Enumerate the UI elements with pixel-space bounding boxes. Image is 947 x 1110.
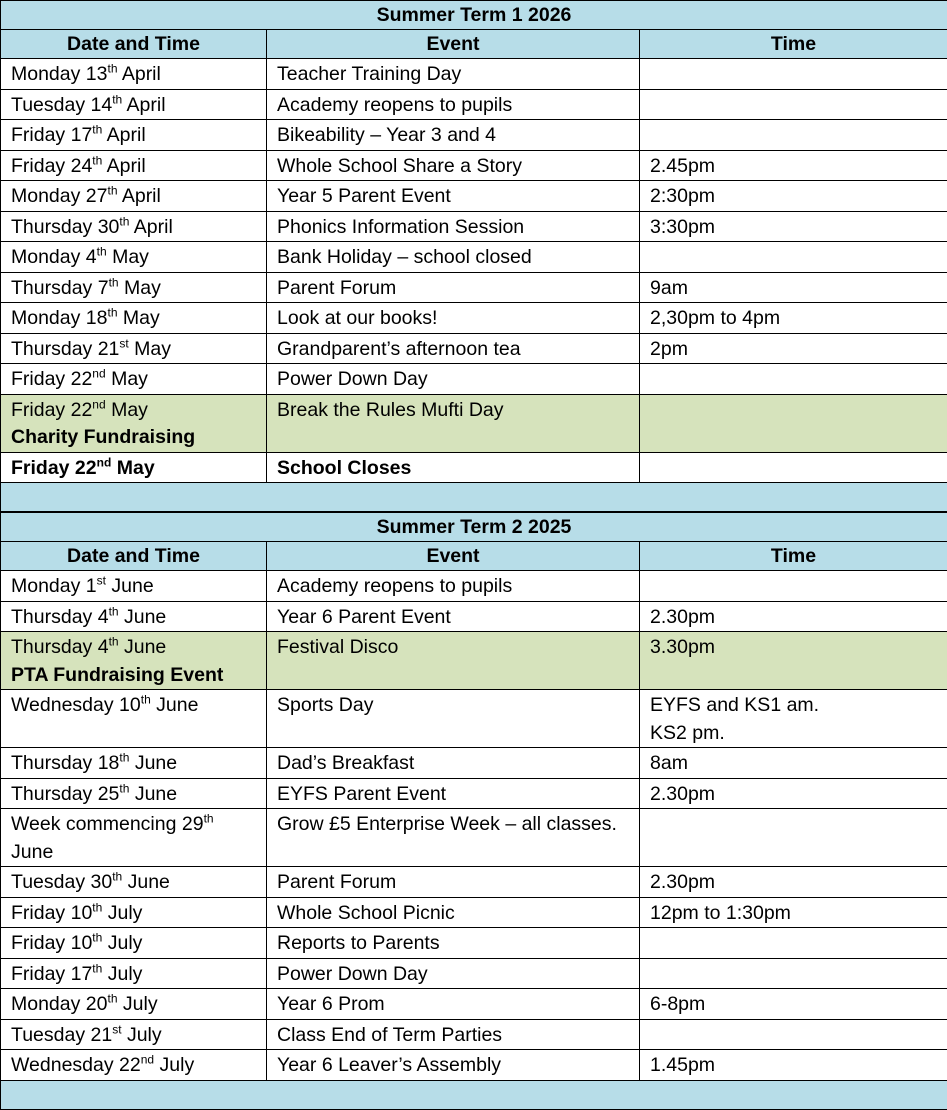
time-cell <box>640 242 947 273</box>
date-month: April <box>118 185 161 207</box>
summer-term-1-table <box>0 0 947 512</box>
term1-header-time: Time <box>640 30 947 59</box>
date-month: July <box>102 902 142 924</box>
time-text: 2.30pm <box>650 781 937 809</box>
event-cell <box>267 958 640 989</box>
table-row <box>1 809 947 867</box>
time-text: 1.45pm <box>650 1052 937 1080</box>
date-month: June <box>129 783 177 805</box>
table-row <box>1 452 947 483</box>
table-row <box>1 89 947 120</box>
date-month: May <box>119 277 161 299</box>
table-row <box>1 211 947 242</box>
date-ordinal-suffix: th <box>112 870 122 884</box>
date-line <box>11 604 256 632</box>
term2-title: Summer Term 2 2025 <box>1 513 947 542</box>
date-month: May <box>118 307 160 329</box>
date-ordinal-suffix: th <box>112 92 122 106</box>
date-text: Friday 17 <box>11 963 92 985</box>
time-cell <box>640 748 947 779</box>
date-line <box>11 275 256 303</box>
event-cell <box>267 1019 640 1050</box>
term1-header-row <box>1 30 947 59</box>
time-cell <box>640 897 947 928</box>
date-text: Thursday 4 <box>11 636 109 658</box>
date-text: Thursday 30 <box>11 216 119 238</box>
table-row <box>1 958 947 989</box>
date-cell <box>1 571 267 602</box>
event-text: Grow £5 Enterprise Week – all classes. <box>277 811 629 839</box>
date-line <box>11 1052 256 1080</box>
table-row <box>1 778 947 809</box>
date-text: Thursday 25 <box>11 783 119 805</box>
event-text: Year 6 Parent Event <box>277 604 629 632</box>
date-line <box>11 366 256 394</box>
date-line <box>11 305 256 333</box>
date-text: Tuesday 30 <box>11 871 112 893</box>
time-cell <box>640 333 947 364</box>
date-month: April <box>122 94 165 116</box>
summer-term-2-table <box>0 512 947 1110</box>
date-text: Friday 17 <box>11 124 92 146</box>
date-text: Thursday 7 <box>11 277 109 299</box>
date-month: July <box>102 932 142 954</box>
event-cell <box>267 394 640 452</box>
date-line <box>11 336 256 364</box>
date-cell <box>1 59 267 90</box>
term1-body <box>1 59 947 483</box>
date-ordinal-suffix: st <box>119 336 128 350</box>
event-cell <box>267 181 640 212</box>
date-cell <box>1 452 267 483</box>
event-text: Festival Disco <box>277 634 629 662</box>
date-line <box>11 122 256 150</box>
table-row <box>1 867 947 898</box>
event-cell <box>267 272 640 303</box>
date-ordinal-suffix: th <box>107 184 117 198</box>
date-text: Monday 13 <box>11 63 107 85</box>
date-line <box>11 781 256 809</box>
time-cell <box>640 272 947 303</box>
event-cell <box>267 809 640 867</box>
date-ordinal-suffix: th <box>119 751 129 765</box>
time-cell <box>640 120 947 151</box>
date-cell <box>1 333 267 364</box>
date-line <box>11 214 256 242</box>
date-cell <box>1 632 267 690</box>
date-month: June <box>151 694 199 716</box>
date-month: June <box>119 606 167 628</box>
date-ordinal-suffix: th <box>97 245 107 259</box>
date-text: Tuesday 14 <box>11 94 112 116</box>
date-cell <box>1 928 267 959</box>
date-line <box>11 634 256 662</box>
date-line <box>11 930 256 958</box>
date-line <box>11 750 256 778</box>
time-text: 3:30pm <box>650 214 937 242</box>
table-row <box>1 1050 947 1081</box>
table-row <box>1 272 947 303</box>
event-text: EYFS Parent Event <box>277 781 629 809</box>
date-cell <box>1 989 267 1020</box>
time-text: 2,30pm to 4pm <box>650 305 937 333</box>
table-row <box>1 748 947 779</box>
event-cell <box>267 989 640 1020</box>
date-text: Monday 27 <box>11 185 107 207</box>
date-month: April <box>102 155 145 177</box>
date-month: June <box>129 752 177 774</box>
term1-footer <box>1 483 947 512</box>
table-row <box>1 120 947 151</box>
date-text: Thursday 18 <box>11 752 119 774</box>
time-cell <box>640 867 947 898</box>
time-cell <box>640 59 947 90</box>
event-cell <box>267 601 640 632</box>
event-cell <box>267 928 640 959</box>
date-cell <box>1 150 267 181</box>
time-text: 9am <box>650 275 937 303</box>
time-cell <box>640 601 947 632</box>
table-row <box>1 242 947 273</box>
time-cell <box>640 452 947 483</box>
term2-title-row <box>1 513 947 542</box>
date-cell <box>1 809 267 867</box>
date-cell <box>1 272 267 303</box>
date-line <box>11 869 256 897</box>
event-cell <box>267 690 640 748</box>
date-cell <box>1 1050 267 1081</box>
term1-title-row <box>1 1 947 30</box>
event-cell <box>267 452 640 483</box>
date-line <box>11 1022 256 1050</box>
date-line <box>11 183 256 211</box>
table-row <box>1 364 947 395</box>
event-text: Parent Forum <box>277 275 629 303</box>
date-ordinal-suffix: th <box>109 635 119 649</box>
date-cell <box>1 748 267 779</box>
event-cell <box>267 150 640 181</box>
date-cell <box>1 181 267 212</box>
event-text: Look at our books! <box>277 305 629 333</box>
date-month: June <box>106 575 154 597</box>
date-text: Tuesday 21 <box>11 1024 112 1046</box>
term2-header-time: Time <box>640 542 947 571</box>
time-cell <box>640 89 947 120</box>
date-ordinal-suffix: th <box>92 153 102 167</box>
date-ordinal-suffix: th <box>109 275 119 289</box>
date-ordinal-suffix: nd <box>141 1053 154 1067</box>
event-text: Year 6 Leaver’s Assembly <box>277 1052 629 1080</box>
date-month: May <box>129 338 171 360</box>
time-text: 2.30pm <box>650 604 937 632</box>
date-text: Friday 24 <box>11 155 92 177</box>
event-text: Power Down Day <box>277 366 629 394</box>
date-ordinal-suffix: th <box>119 781 129 795</box>
time-cell <box>640 303 947 334</box>
date-line <box>11 991 256 1019</box>
event-cell <box>267 364 640 395</box>
date-ordinal-suffix: th <box>92 961 102 975</box>
date-line <box>11 961 256 989</box>
date-text: Week commencing 29 <box>11 813 204 835</box>
event-cell <box>267 333 640 364</box>
term2-header-event: Event <box>267 542 640 571</box>
date-text: Charity Fundraising <box>11 426 195 448</box>
date-line <box>11 662 256 690</box>
term1-header-date: Date and Time <box>1 30 267 59</box>
event-cell <box>267 120 640 151</box>
date-ordinal-suffix: th <box>204 812 214 826</box>
table-row <box>1 571 947 602</box>
date-month: May <box>106 399 148 421</box>
table-row <box>1 333 947 364</box>
event-text: Whole School Share a Story <box>277 153 629 181</box>
date-line <box>11 455 256 483</box>
date-line <box>11 397 256 425</box>
time-text: EYFS and KS1 am. <box>650 692 937 720</box>
event-cell <box>267 211 640 242</box>
time-cell <box>640 928 947 959</box>
time-cell <box>640 1050 947 1081</box>
date-ordinal-suffix: th <box>107 306 117 320</box>
time-cell <box>640 364 947 395</box>
date-text: Friday 10 <box>11 932 92 954</box>
event-text: Academy reopens to pupils <box>277 573 629 601</box>
date-month: June <box>119 636 167 658</box>
date-ordinal-suffix: nd <box>92 367 105 381</box>
date-ordinal-suffix: th <box>107 992 117 1006</box>
event-text: Sports Day <box>277 692 629 720</box>
date-text: June <box>11 841 53 863</box>
date-line <box>11 573 256 601</box>
date-cell <box>1 303 267 334</box>
time-text: KS2 pm. <box>650 720 937 748</box>
event-cell <box>267 632 640 690</box>
date-ordinal-suffix: th <box>141 693 151 707</box>
date-cell <box>1 958 267 989</box>
time-text: 2pm <box>650 336 937 364</box>
term1-header-event: Event <box>267 30 640 59</box>
date-text: Thursday 21 <box>11 338 119 360</box>
time-cell <box>640 394 947 452</box>
date-line <box>11 61 256 89</box>
table-row <box>1 181 947 212</box>
date-cell <box>1 690 267 748</box>
table-row <box>1 150 947 181</box>
table-row <box>1 897 947 928</box>
table-row <box>1 1019 947 1050</box>
event-text: Academy reopens to pupils <box>277 92 629 120</box>
date-ordinal-suffix: st <box>97 574 106 588</box>
date-line <box>11 839 256 867</box>
date-month: May <box>111 457 154 479</box>
event-text: Teacher Training Day <box>277 61 629 89</box>
time-text: 2:30pm <box>650 183 937 211</box>
time-text: 12pm to 1:30pm <box>650 900 937 928</box>
table-row <box>1 394 947 452</box>
date-line <box>11 92 256 120</box>
date-cell <box>1 601 267 632</box>
date-text: Monday 18 <box>11 307 107 329</box>
date-ordinal-suffix: th <box>107 62 117 76</box>
term2-footer <box>1 1080 947 1109</box>
event-text: Power Down Day <box>277 961 629 989</box>
time-cell <box>640 778 947 809</box>
date-text: Monday 4 <box>11 246 97 268</box>
date-ordinal-suffix: nd <box>92 397 105 411</box>
event-text: Bikeability – Year 3 and 4 <box>277 122 629 150</box>
time-cell <box>640 211 947 242</box>
date-cell <box>1 897 267 928</box>
time-text: 6-8pm <box>650 991 937 1019</box>
term2-footer-row <box>1 1080 947 1109</box>
table-row <box>1 59 947 90</box>
date-ordinal-suffix: th <box>92 123 102 137</box>
term2-body <box>1 571 947 1081</box>
table-row <box>1 632 947 690</box>
date-month: April <box>129 216 172 238</box>
event-cell <box>267 748 640 779</box>
event-text: Year 5 Parent Event <box>277 183 629 211</box>
date-line <box>11 900 256 928</box>
time-text: 3.30pm <box>650 634 937 662</box>
time-cell <box>640 1019 947 1050</box>
date-month: April <box>102 124 145 146</box>
event-text: Phonics Information Session <box>277 214 629 242</box>
date-line <box>11 424 256 452</box>
date-month: June <box>122 871 170 893</box>
event-text: Reports to Parents <box>277 930 629 958</box>
date-ordinal-suffix: th <box>92 900 102 914</box>
date-text: PTA Fundraising Event <box>11 664 223 686</box>
date-text: Friday 22 <box>11 368 92 390</box>
event-cell <box>267 242 640 273</box>
date-text: Friday 10 <box>11 902 92 924</box>
event-text: Grandparent’s afternoon tea <box>277 336 629 364</box>
event-text: Parent Forum <box>277 869 629 897</box>
event-cell <box>267 303 640 334</box>
date-ordinal-suffix: th <box>92 931 102 945</box>
time-cell <box>640 632 947 690</box>
event-text: Class End of Term Parties <box>277 1022 629 1050</box>
time-text: 2.45pm <box>650 153 937 181</box>
date-cell <box>1 120 267 151</box>
event-cell <box>267 1050 640 1081</box>
date-cell <box>1 89 267 120</box>
term2-header-date: Date and Time <box>1 542 267 571</box>
date-month: May <box>106 368 148 390</box>
event-cell <box>267 89 640 120</box>
date-month: July <box>118 993 158 1015</box>
term2-header-row <box>1 542 947 571</box>
date-ordinal-suffix: nd <box>97 455 112 469</box>
event-cell <box>267 897 640 928</box>
time-cell <box>640 809 947 867</box>
time-cell <box>640 150 947 181</box>
date-cell <box>1 1019 267 1050</box>
date-month: May <box>107 246 149 268</box>
date-cell <box>1 778 267 809</box>
time-cell <box>640 181 947 212</box>
time-text: 8am <box>650 750 937 778</box>
date-text: Friday 22 <box>11 399 92 421</box>
event-text: Bank Holiday – school closed <box>277 244 629 272</box>
time-cell <box>640 571 947 602</box>
time-cell <box>640 958 947 989</box>
event-cell <box>267 867 640 898</box>
date-cell <box>1 867 267 898</box>
date-ordinal-suffix: st <box>112 1022 121 1036</box>
date-text: Wednesday 10 <box>11 694 141 716</box>
date-line <box>11 153 256 181</box>
table-row <box>1 928 947 959</box>
date-cell <box>1 211 267 242</box>
event-text: Whole School Picnic <box>277 900 629 928</box>
term1-title: Summer Term 1 2026 <box>1 1 947 30</box>
event-text: Dad’s Breakfast <box>277 750 629 778</box>
time-cell <box>640 690 947 748</box>
date-cell <box>1 242 267 273</box>
date-text: Thursday 4 <box>11 606 109 628</box>
time-text: 2.30pm <box>650 869 937 897</box>
date-month: April <box>118 63 161 85</box>
event-text: School Closes <box>277 455 629 483</box>
date-text: Monday 1 <box>11 575 97 597</box>
date-ordinal-suffix: th <box>119 214 129 228</box>
time-cell <box>640 989 947 1020</box>
table-row <box>1 601 947 632</box>
date-line <box>11 692 256 720</box>
date-cell <box>1 364 267 395</box>
event-cell <box>267 571 640 602</box>
date-text: Friday 22 <box>11 457 97 479</box>
date-month: July <box>154 1054 194 1076</box>
date-text: Monday 20 <box>11 993 107 1015</box>
event-cell <box>267 778 640 809</box>
date-cell <box>1 394 267 452</box>
event-text: Break the Rules Mufti Day <box>277 397 629 425</box>
date-text: Wednesday 22 <box>11 1054 141 1076</box>
date-month: July <box>122 1024 162 1046</box>
date-ordinal-suffix: th <box>109 604 119 618</box>
date-line <box>11 811 256 839</box>
table-row <box>1 303 947 334</box>
table-row <box>1 690 947 748</box>
term1-footer-row <box>1 483 947 512</box>
table-row <box>1 989 947 1020</box>
event-cell <box>267 59 640 90</box>
event-text: Year 6 Prom <box>277 991 629 1019</box>
date-month: July <box>102 963 142 985</box>
date-line <box>11 244 256 272</box>
